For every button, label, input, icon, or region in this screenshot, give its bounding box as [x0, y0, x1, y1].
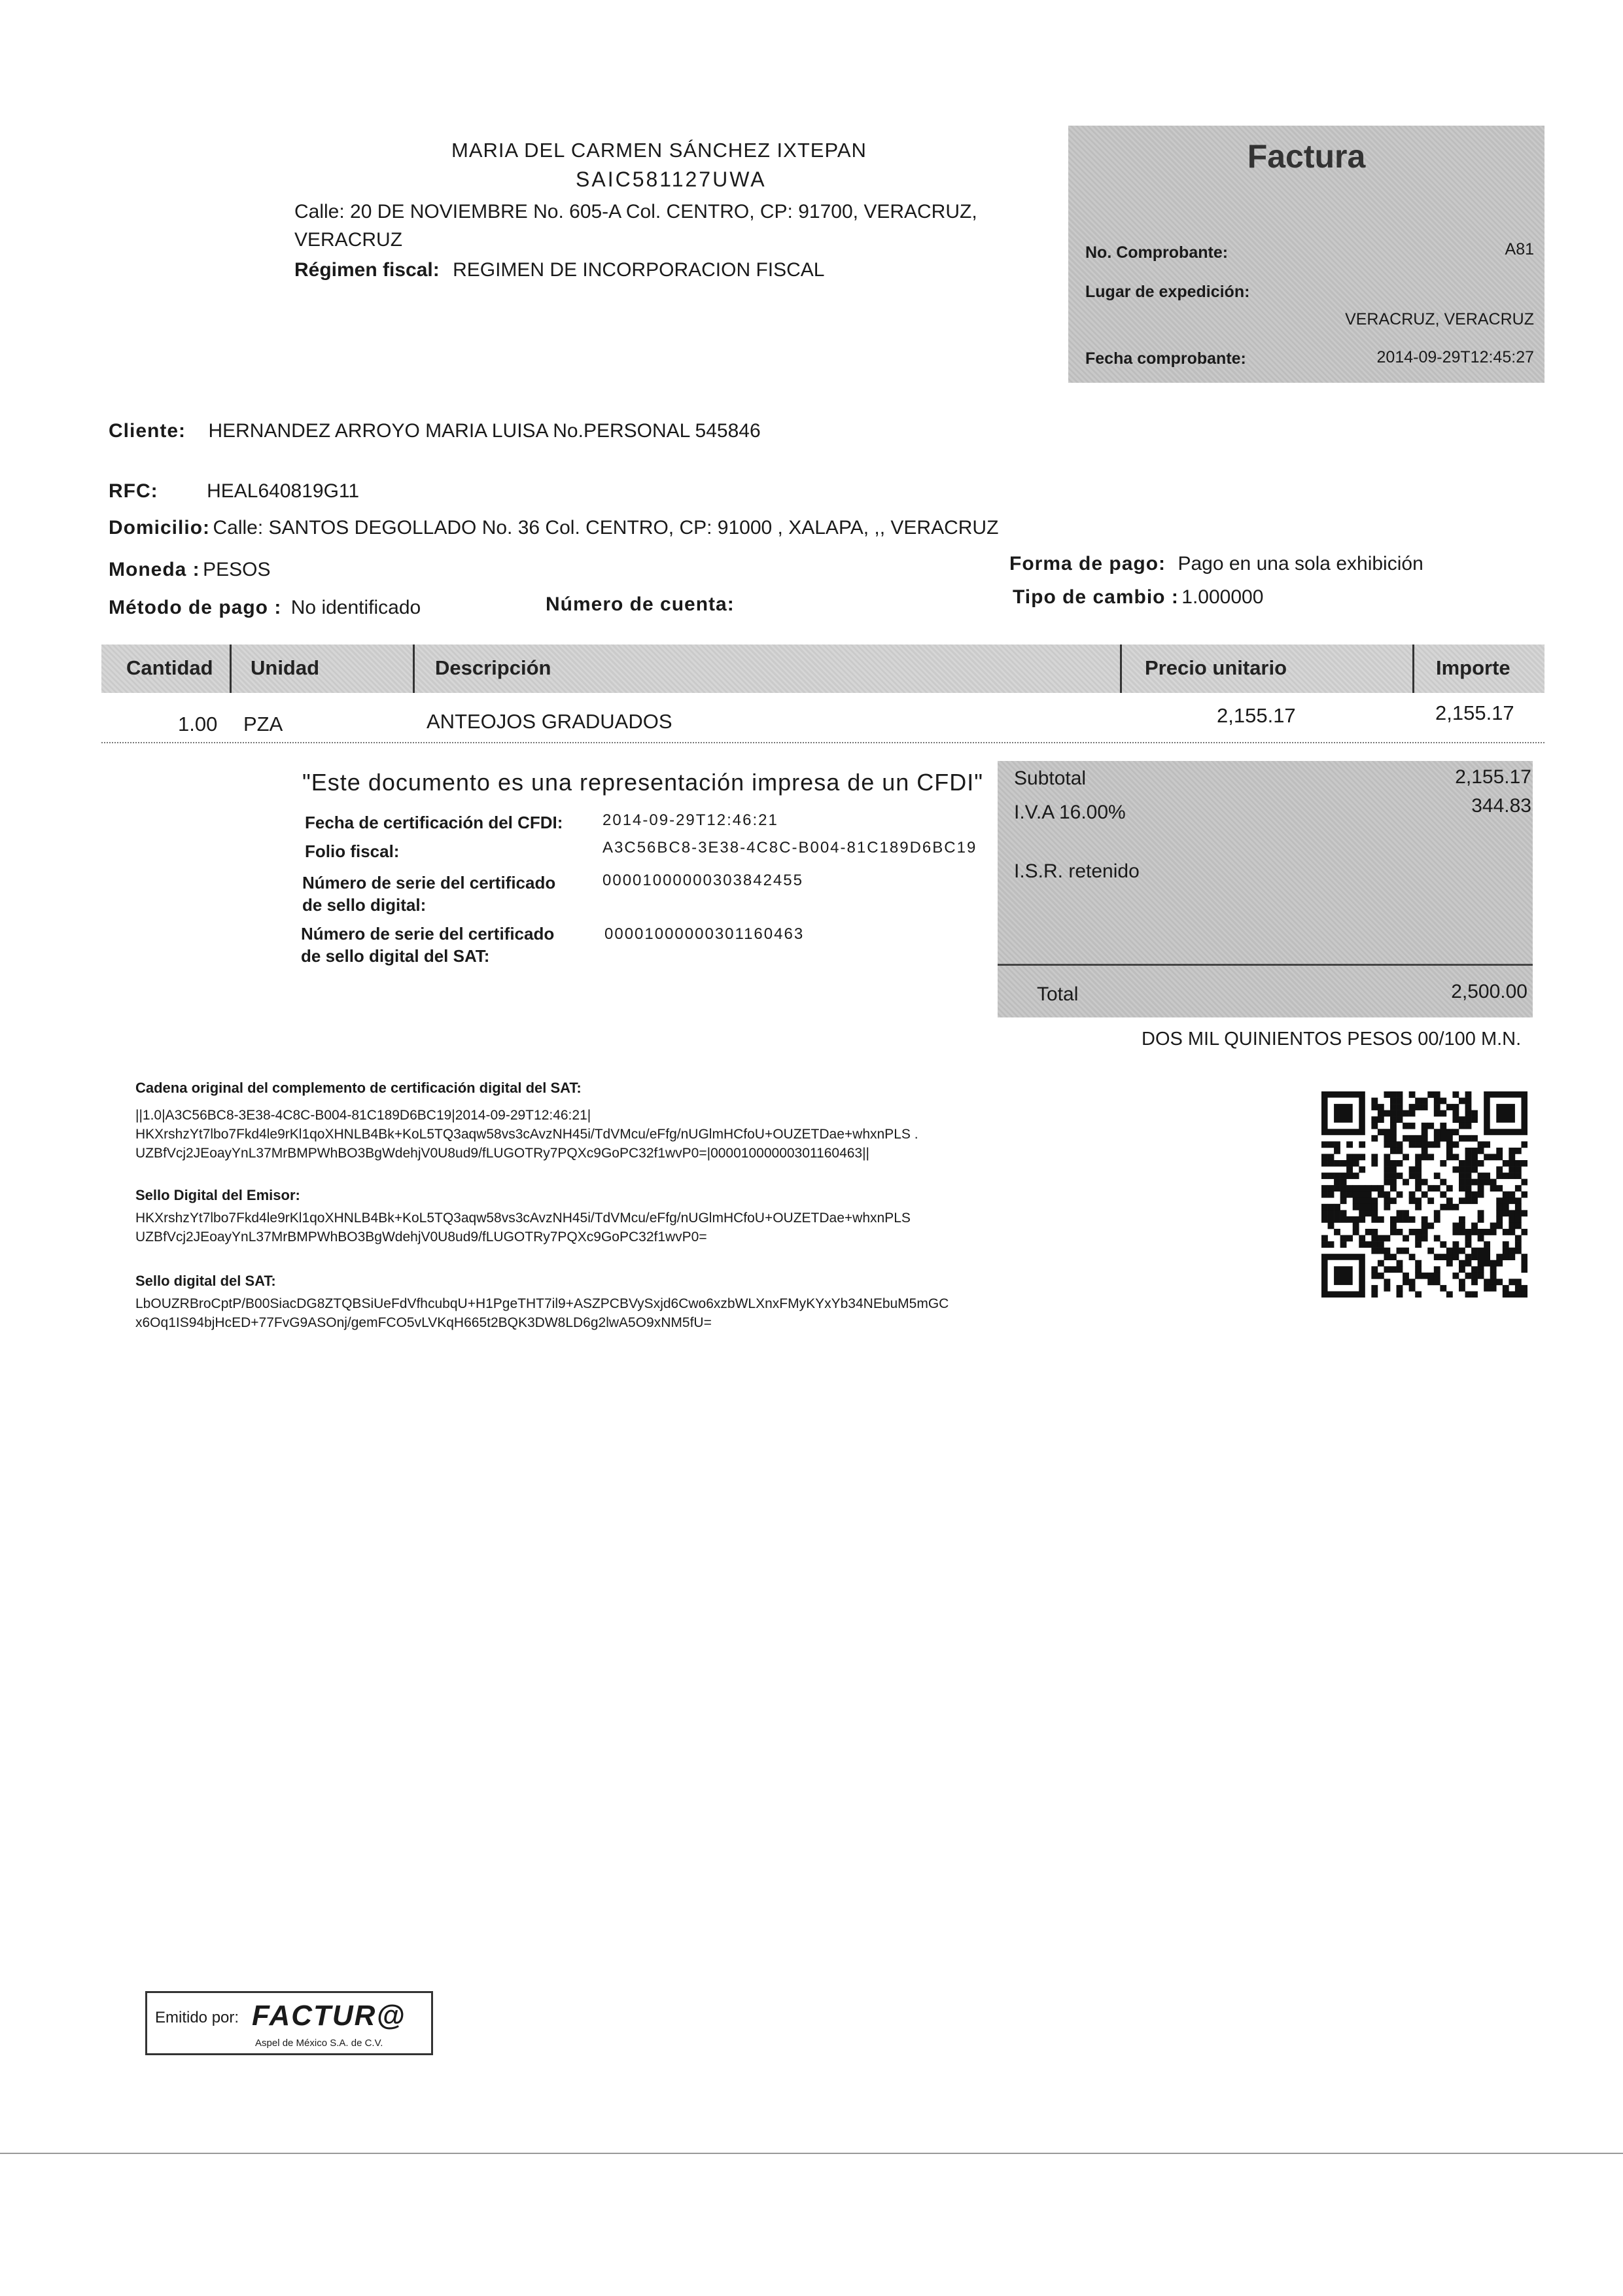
invoice-title: Factura — [1247, 138, 1366, 175]
place-label: Lugar de expedición: — [1085, 283, 1250, 301]
col-unit-price: Precio unitario — [1145, 656, 1287, 679]
items-table-header — [101, 645, 1544, 693]
folio-value: A3C56BC8-3E38-4C8C-B004-81C189D6BC19 — [602, 839, 977, 857]
client-label: Cliente: — [109, 420, 186, 442]
stamp-logo: FACTUR@ — [252, 2000, 406, 2032]
address-row — [109, 517, 998, 539]
subtotal-label: Subtotal — [1014, 768, 1087, 789]
payment-method-value: No identificado — [290, 597, 421, 618]
client-address-value: Calle: SANTOS DEGOLLADO No. 36 Col. CENTRO, CP: 91000 , XALAPA, ,, VERACRUZ — [213, 517, 999, 539]
totals-box — [998, 761, 1533, 1017]
exchange-label: Tipo de cambio : — [1013, 586, 1179, 608]
serial-label-line2: de sello digital: — [302, 895, 427, 915]
subtotal-value: 2,155.17 — [1455, 766, 1531, 788]
cert-date-value: 2014-09-29T12:46:21 — [602, 811, 778, 829]
sat-serial-label-line2: de sello digital del SAT: — [301, 946, 490, 966]
payment-method-label: Método de pago : — [109, 597, 282, 618]
place-value: VERACRUZ, VERACRUZ — [1345, 310, 1534, 328]
issuer-address: Calle: 20 DE NOVIEMBRE No. 605-A Col. CENTRO, CP: 91700, VERACRUZ, VERACRUZ — [294, 201, 977, 251]
chain-line1: ||1.0|A3C56BC8-3E38-4C8C-B004-81C189D6BC19|2014-09-29T12:46:21| — [135, 1108, 591, 1123]
fiscal-regime — [294, 259, 824, 281]
isr-label: I.S.R. retenido — [1014, 860, 1140, 882]
client-value: HERNANDEZ ARROYO MARIA LUISA No.PERSONAL 545846 — [208, 420, 761, 442]
row-quantity: 1.00 — [178, 713, 218, 735]
issuer-rfc: SAIC581127UWA — [576, 168, 767, 191]
fiscal-regime-label: Régimen fiscal: — [294, 259, 440, 281]
sat-seal-title: Sello digital del SAT: — [135, 1273, 276, 1289]
stamp-label: Emitido por: — [155, 2009, 239, 2026]
cfdi-statement: "Este documento es una representación impresa de un CFDI" — [302, 769, 984, 796]
stamp-company: Aspel de México S.A. de C.V. — [255, 2038, 383, 2049]
currency-label: Moneda : — [109, 559, 200, 580]
folio-label: Folio fiscal: — [305, 841, 400, 861]
bottom-divider — [0, 2153, 1623, 2154]
payment-form-value: Pago en una sola exhibición — [1178, 553, 1423, 574]
row-unit: PZA — [243, 713, 283, 735]
row-unit-price: 2,155.17 — [1217, 704, 1296, 727]
invoice-header-box — [1068, 126, 1544, 383]
issuer-name: MARIA DEL CARMEN SÁNCHEZ IXTEPAN — [451, 139, 867, 162]
currency-row — [109, 559, 271, 581]
invoice-date-value: 2014-09-29T12:45:27 — [1376, 348, 1534, 366]
serial-label — [302, 872, 555, 916]
row-divider — [101, 742, 1544, 743]
total-label: Total — [1037, 983, 1079, 1005]
account-label: Número de cuenta: — [546, 593, 735, 615]
amount-in-words: DOS MIL QUINIENTOS PESOS 00/100 M.N. — [1142, 1029, 1522, 1050]
cert-date-label: Fecha de certificación del CFDI: — [305, 813, 563, 832]
payment-form-label: Forma de pago: — [1009, 553, 1166, 574]
emitter-stamp — [145, 1991, 433, 2055]
client-rfc-label: RFC: — [109, 480, 158, 502]
col-unit: Unidad — [251, 656, 320, 679]
serial-value: 00001000000303842455 — [602, 872, 803, 889]
sat-serial-value: 00001000000301160463 — [604, 925, 805, 943]
chain-line2: HKXrshzYt7lbo7Fkd4le9rKl1qoXHNLB4Bk+KoL5TQ3aqw58vs3cAvzNH45i/TdVMcu/eFfg/nUGlmHCfoU+OUZETDae+whxnPLS . — [135, 1127, 918, 1142]
col-quantity: Cantidad — [126, 656, 213, 679]
invoice-number-value: A81 — [1505, 240, 1534, 258]
qr-code-icon — [1321, 1091, 1527, 1298]
sat-seal-body — [135, 1294, 1156, 1332]
sat-line2: x6Oq1IS94bjHcED+77FvG9ASOnj/gemFCO5vLVKqH665t2BQK3DW8LD6g2lwA5O9xNM5fU= — [135, 1315, 712, 1330]
exchange-row — [1013, 586, 1263, 609]
chain-body — [135, 1106, 1156, 1163]
sat-line1: LbOUZRBroCptP/B00SiacDG8ZTQBSiUeFdVfhcubqU+H1PgeTHT7il9+ASZPCBVySxjd6Cwo6xzbWLXnxFMyKYxYb34NEbuM5mGC — [135, 1296, 949, 1311]
payment-method-row — [109, 597, 421, 619]
sat-serial-label — [301, 923, 554, 967]
emisor-seal-body — [135, 1209, 1156, 1246]
client-row — [109, 420, 761, 442]
iva-value: 344.83 — [1471, 795, 1531, 817]
invoice-date-label: Fecha comprobante: — [1085, 349, 1246, 368]
currency-value: PESOS — [203, 559, 271, 580]
row-description: ANTEOJOS GRADUADOS — [427, 710, 672, 733]
total-value: 2,500.00 — [1451, 981, 1527, 1002]
invoice-number-label: No. Comprobante: — [1085, 243, 1229, 262]
rfc-row — [109, 480, 359, 503]
row-amount: 2,155.17 — [1435, 701, 1514, 724]
serial-label-line1: Número de serie del certificado — [302, 873, 556, 892]
emisor-line1: HKXrshzYt7lbo7Fkd4le9rKl1qoXHNLB4Bk+KoL5TQ3aqw58vs3cAvzNH45i/TdVMcu/eFfg/nUGlmHCfoU+OUZETDae+whxnPLS — [135, 1210, 911, 1226]
client-rfc-value: HEAL640819G11 — [207, 480, 360, 502]
client-address-label: Domicilio: — [109, 517, 211, 539]
sat-serial-label-line1: Número de serie del certificado — [301, 924, 555, 944]
exchange-value: 1.000000 — [1181, 586, 1264, 608]
col-description: Descripción — [435, 656, 551, 679]
emisor-line2: UZBfVcj2JEoayYnL37MrBMPWhBO3BgWdehjV0U8ud9/fLUGOTRy7PQXc9GoPC32f1wvP0= — [135, 1229, 707, 1245]
col-amount: Importe — [1436, 656, 1510, 679]
fiscal-regime-value: REGIMEN DE INCORPORACION FISCAL — [453, 259, 825, 281]
totals-divider — [998, 964, 1533, 966]
chain-title: Cadena original del complemento de certificación digital del SAT: — [135, 1080, 582, 1096]
payment-form-row — [1009, 553, 1423, 575]
iva-label: I.V.A 16.00% — [1014, 802, 1126, 823]
chain-line3: UZBfVcj2JEoayYnL37MrBMPWhBO3BgWdehjV0U8ud9/fLUGOTRy7PQXc9GoPC32f1wvP0=|00001000000301160463|| — [135, 1146, 870, 1161]
emisor-seal-title: Sello Digital del Emisor: — [135, 1187, 300, 1203]
